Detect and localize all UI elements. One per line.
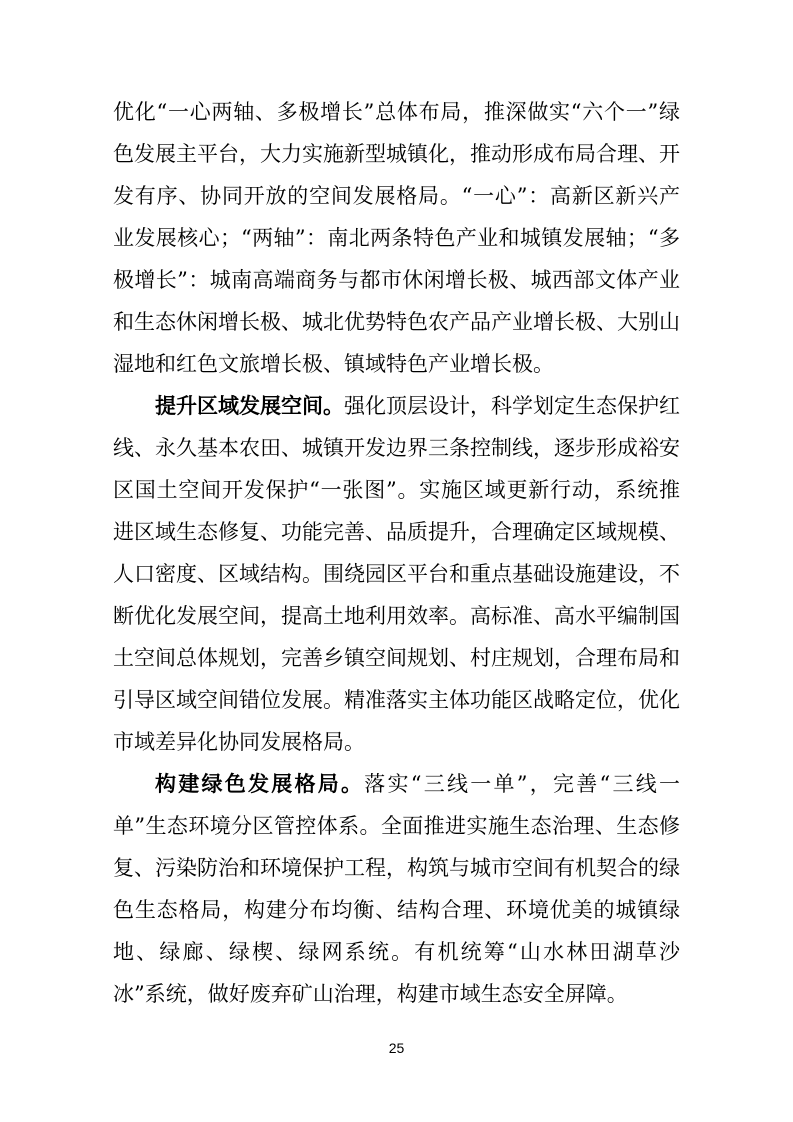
paragraph	[113, 763, 680, 1015]
paragraph-text: 落实“三线一单”，完善“三线一单”生态环境分区管控体系。全面推进实施生态治理、生态修复、污染防治和环境保护工程，构筑与城市空间有机契合的绿色生态格局，构建分布均衡、结构合理、环境优美的城镇绿地、绿廊、绿楔、绿网系统。有机统筹“山水林田湖草沙冰”系统，做好废弃矿山治理，构建市域生态安全屏障。	[113, 772, 680, 1006]
text-block	[113, 91, 680, 1015]
paragraph-text: 优化“一心两轴、多极增长”总体布局，推深做实“六个一”绿色发展主平台，大力实施新型城镇化，推动形成布局合理、开发有序、协同开放的空间发展格局。“一心”：高新区新兴产业发展核心；“两轴”：南北两条特色产业和城镇发展轴；“多极增长”：城南高端商务与都市休闲增长极、城西部文体产业和生态休闲增长极、城北优势特色农产品产业增长极、大别山湿地和红色文旅增长极、镇域特色产业增长极。	[113, 100, 680, 376]
paragraph	[113, 385, 680, 763]
page-number: 25	[388, 1040, 405, 1056]
paragraph-lead-bold: 提升区域发展空间。	[155, 393, 344, 418]
paragraph-text: 强化顶层设计，科学划定生态保护红线、永久基本农田、城镇开发边界三条控制线，逐步形成裕安区国土空间开发保护“一张图”。实施区域更新行动，系统推进区域生态修复、功能完善、品质提升，合理确定区域规模、人口密度、区域结构。围绕园区平台和重点基础设施建设，不断优化发展空间，提高土地利用效率。高标准、高水平编制国土空间总体规划，完善乡镇空间规划、村庄规划，合理布局和引导区域空间错位发展。精准落实主体功能区战略定位，优化市域差异化协同发展格局。	[113, 394, 680, 754]
paragraph-lead-bold: 构建绿色发展格局。	[155, 771, 365, 796]
paragraph-continuation	[113, 91, 680, 385]
